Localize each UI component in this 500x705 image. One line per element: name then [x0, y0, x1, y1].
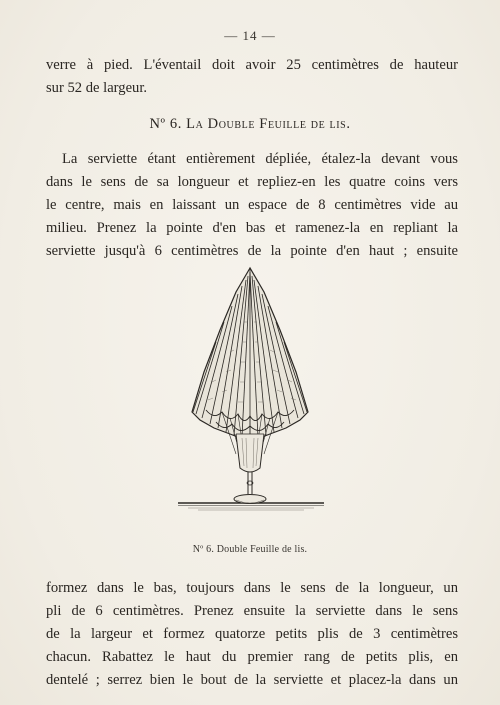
text-line: chacun. Rabattez le haut du premier rang de petits plis, en — [46, 649, 458, 665]
text-line: serviette jusqu'à 6 centimètres de la pointe d'en haut ; ensuite — [46, 243, 458, 259]
figure-caption: Nº 6. Double Feuille de lis. — [192, 544, 308, 555]
section-number: Nº 6. — [149, 116, 182, 132]
text-line: dans le sens de sa longueur et repliez-en les quatre coins vers — [46, 174, 458, 190]
text-line: de la largeur et formez quatorze petits plis de 3 centimètres — [46, 626, 458, 642]
text-line: formez dans le bas, toujours dans le sens de la longueur, un — [46, 580, 458, 596]
text-line: milieu. Prenez la pointe d'en bas et ramenez-la en repliant la — [46, 220, 458, 236]
text-line: La serviette étant entièrement dépliée, étalez-la devant vous — [62, 151, 458, 167]
paragraph-1 — [46, 148, 458, 263]
folded-napkin-in-glass-engraving — [178, 262, 324, 534]
napkin-fold-illustration — [178, 262, 324, 534]
text-line: sur 52 de largeur. — [46, 80, 148, 96]
paragraph-2 — [46, 577, 458, 692]
text-line: verre à pied. L'éventail doit avoir 25 centimètres de hauteur — [46, 57, 458, 73]
text-line: le centre, mais en laissant un espace de 8 centimètres vide au — [46, 197, 458, 213]
page-number: — 14 — — [224, 28, 276, 43]
text-line: pli de 6 centimètres. Prenez ensuite la serviette dans le sens — [46, 603, 458, 619]
intro-paragraph — [46, 54, 458, 100]
text-line: dentelé ; serrez bien le bout de la serviette et placez-la dans un — [46, 672, 458, 688]
section-heading — [0, 116, 500, 133]
section-title: La Double Feuille de lis. — [186, 116, 351, 132]
